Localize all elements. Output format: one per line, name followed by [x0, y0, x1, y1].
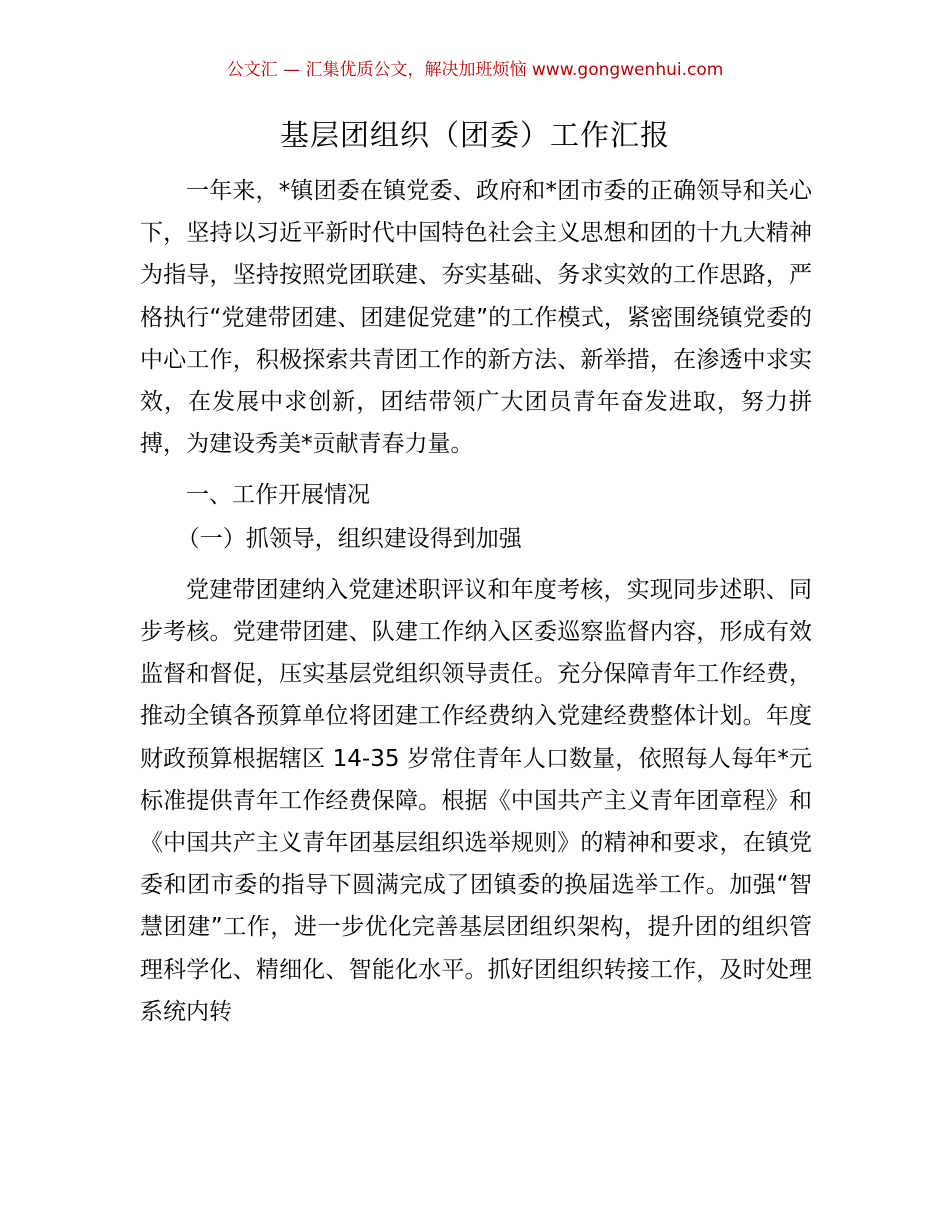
body-paragraph: 党建带团建纳入党建述职评议和年度考核，实现同步述职、同步考核。党建带团建、队建工作纳入区委巡察监督内容，形成有效监督和督促，压实基层党组织领导责任。充分保障青年工作经费，推动全镇各预算单位将团建工作经费纳入党建经费整体计划。年度财政预算根据辖区 14-35 岁常住青年人口数量，依照每人每年*元标准提供青年工作经费保障。根据《中国共产主义青年团章程》和《中国共产主义青年团基层组织选举规则》的精神和要求，在镇党委和团市委的指导下圆满完成了团镇委的换届选举工作。加强“智慧团建”工作，进一步优化完善基层团组织架构，提升团的组织管理科学化、精细化、智能化水平。抓好团组织转接工作，及时处理系统内转 [140, 576, 812, 1025]
intro-paragraph: 一年来，*镇团委在镇党委、政府和*团市委的正确领导和关心下，坚持以习近平新时代中国特色社会主义思想和团的十九大精神为指导，坚持按照党团联建、夯实基础、务求实效的工作思路，严格执行“党建带团建、团建促党建”的工作模式，紧密围绕镇党委的中心工作，积极探索共青团工作的新方法、新举措，在渗透中求实效，在发展中求创新，团结带领广大团员青年奋发进取，努力拼搏，为建设秀美*贡献青春力量。 [140, 178, 812, 458]
subsection-heading: （一）抓领导，组织建设得到加强 [176, 525, 522, 552]
document-body [140, 170, 812, 1033]
document-title: 基层团组织（团委）工作汇报 [279, 118, 670, 152]
section-heading: 一、工作开展情况 [186, 482, 370, 509]
site-banner: 公文汇 — 汇集优质公文，解决加班烦恼 www.gongwenhui.com [226, 60, 724, 80]
